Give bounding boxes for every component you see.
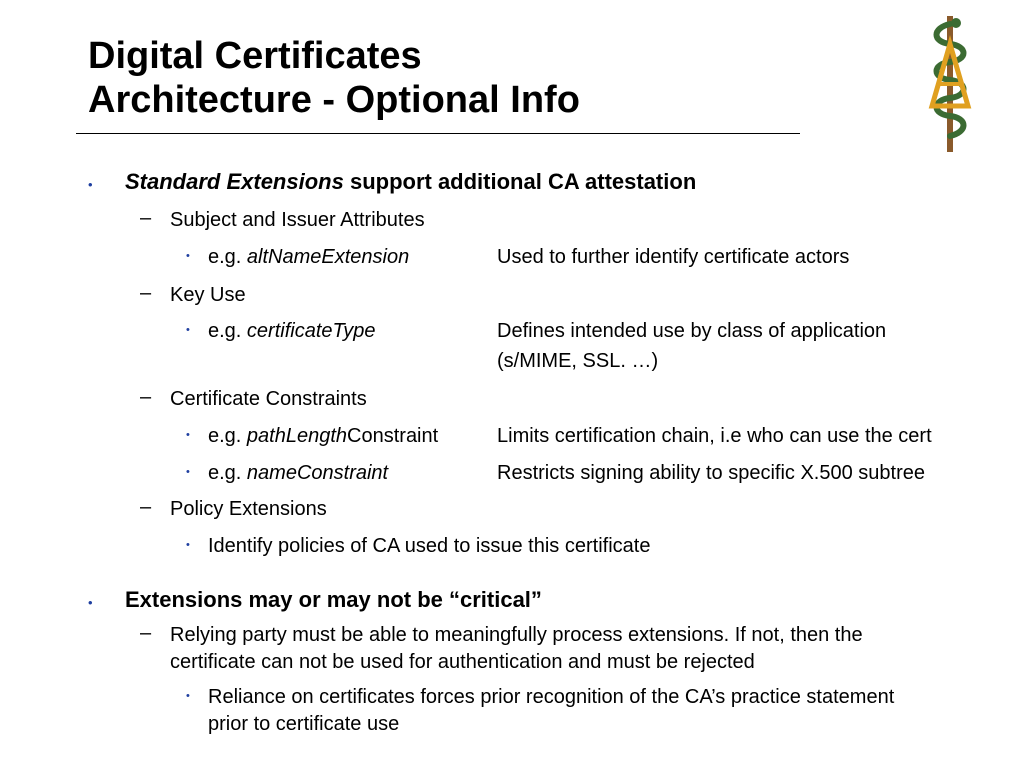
level2-dash: – [140,282,152,304]
name-constraint-item [208,460,388,486]
title-underline [76,133,800,134]
relying-party-line-2: certificate can not be used for authentication and must be rejected [170,651,755,673]
subject-issuer-item: Subject and Issuer Attributes [170,209,425,231]
key-use-item: Key Use [170,284,246,306]
alt-name-extension: altNameExtension [246,246,410,268]
slide-title [88,34,580,122]
cert-type-item [208,318,376,344]
alt-name-description: Used to further identify certificate actors [497,246,850,268]
path-length-rest: Constraint [347,425,439,447]
level3-bullet: • [186,324,190,336]
level2-dash: – [140,207,152,229]
section1-heading [125,168,696,196]
alt-name-prefix: e.g. [208,246,247,268]
level3-bullet: • [186,690,190,702]
slide-title-line-1: Digital Certificates [88,35,422,77]
reliance-line-1: Reliance on certificates forces prior recognition of the CA’s practice statement [208,686,895,708]
cert-type-prefix: e.g. [208,320,247,342]
relying-party-line-1: Relying party must be able to meaningfully process extensions. If not, then the [170,624,863,646]
name-constraint-description: Restricts signing ability to specific X.500 subtree [497,462,925,484]
level3-bullet: • [186,539,190,551]
caduceus-staff-icon [918,14,982,154]
level3-bullet: • [186,250,190,262]
path-length-item [208,423,438,449]
level2-dash: – [140,386,152,408]
level1-bullet: • [88,595,93,610]
level2-dash: – [140,496,152,518]
section1-heading-rest: support additional CA attestation [343,169,697,194]
path-length-italic: pathLength [246,425,348,447]
level2-dash: – [140,622,152,644]
cert-type-description-line-2: (s/MIME, SSL. …) [497,350,659,372]
cert-type-name: certificateType [246,320,376,342]
policy-extensions-item: Policy Extensions [170,498,327,520]
level3-bullet: • [186,429,190,441]
policy-item: Identify policies of CA used to issue this certificate [208,535,651,557]
level3-bullet: • [186,466,190,478]
name-constraint-italic: nameConstraint [246,462,389,484]
cert-type-description-line-1: Defines intended use by class of application [497,320,887,342]
level1-bullet: • [88,177,93,192]
section1-heading-italic: Standard Extensions [125,169,344,194]
slide-title-line-2: Architecture - Optional Info [88,79,580,121]
alt-name-item [208,244,409,270]
reliance-line-2: prior to certificate use [208,713,400,735]
name-constraint-prefix: e.g. [208,462,247,484]
path-length-description: Limits certification chain, i.e who can use the cert [497,425,932,447]
section2-heading: Extensions may or may not be “critical” [125,587,542,612]
path-length-prefix: e.g. [208,425,247,447]
cert-constraints-item: Certificate Constraints [170,388,367,410]
